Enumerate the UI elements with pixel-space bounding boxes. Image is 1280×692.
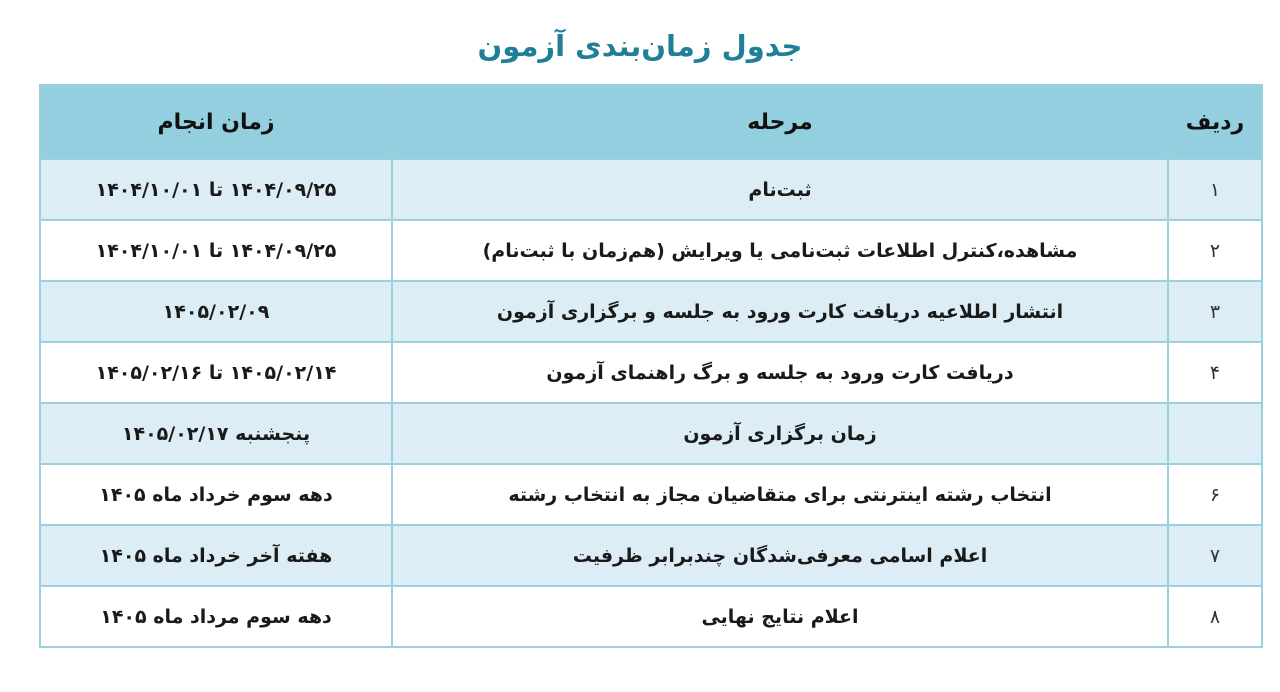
table-header-row xyxy=(40,85,1262,159)
table-row xyxy=(40,586,1262,647)
row-number xyxy=(1168,403,1262,464)
header-stage: مرحله xyxy=(392,85,1168,159)
time-cell: ۱۴۰۴/۰۹/۲۵ تا ۱۴۰۴/۱۰/۰۱ xyxy=(40,220,392,281)
time-cell: ۱۴۰۴/۰۹/۲۵ تا ۱۴۰۴/۱۰/۰۱ xyxy=(40,159,392,220)
table-row xyxy=(40,403,1262,464)
time-cell: دهه سوم خرداد ماه ۱۴۰۵ xyxy=(40,464,392,525)
stage-cell: انتخاب رشته اینترنتی برای متقاضیان مجاز به انتخاب رشته xyxy=(392,464,1168,525)
stage-cell: اعلام نتایج نهایی xyxy=(392,586,1168,647)
page-title: جدول زمان‌بندی آزمون xyxy=(477,29,803,63)
stage-cell: انتشار اطلاعیه دریافت کارت ورود به جلسه و برگزاری آزمون xyxy=(392,281,1168,342)
stage-cell: دریافت کارت ورود به جلسه و برگ راهنمای آزمون xyxy=(392,342,1168,403)
table-row xyxy=(40,159,1262,220)
stage-cell: مشاهده،کنترل اطلاعات ثبت‌نامی یا ویرایش (هم‌زمان با ثبت‌نام) xyxy=(392,220,1168,281)
time-cell: ۱۴۰۵/۰۲/۱۴ تا ۱۴۰۵/۰۲/۱۶ xyxy=(40,342,392,403)
row-number: ۶ xyxy=(1168,464,1262,525)
row-number: ۷ xyxy=(1168,525,1262,586)
table-row xyxy=(40,342,1262,403)
time-cell: هفته آخر خرداد ماه ۱۴۰۵ xyxy=(40,525,392,586)
table-row xyxy=(40,281,1262,342)
exam-schedule-table xyxy=(39,84,1263,648)
header-time: زمان انجام xyxy=(40,85,392,159)
row-number: ۴ xyxy=(1168,342,1262,403)
time-cell: پنجشنبه ۱۴۰۵/۰۲/۱۷ xyxy=(40,403,392,464)
table-row xyxy=(40,525,1262,586)
row-number: ۱ xyxy=(1168,159,1262,220)
stage-cell: ثبت‌نام xyxy=(392,159,1168,220)
row-number: ۲ xyxy=(1168,220,1262,281)
header-row-number: ردیف xyxy=(1168,85,1262,159)
time-cell: دهه سوم مرداد ماه ۱۴۰۵ xyxy=(40,586,392,647)
row-number: ۸ xyxy=(1168,586,1262,647)
table-row xyxy=(40,220,1262,281)
stage-cell: زمان برگزاری آزمون xyxy=(392,403,1168,464)
time-cell: ۱۴۰۵/۰۲/۰۹ xyxy=(40,281,392,342)
stage-cell: اعلام اسامی معرفی‌شدگان چندبرابر ظرفیت xyxy=(392,525,1168,586)
row-number: ۳ xyxy=(1168,281,1262,342)
table-row xyxy=(40,464,1262,525)
